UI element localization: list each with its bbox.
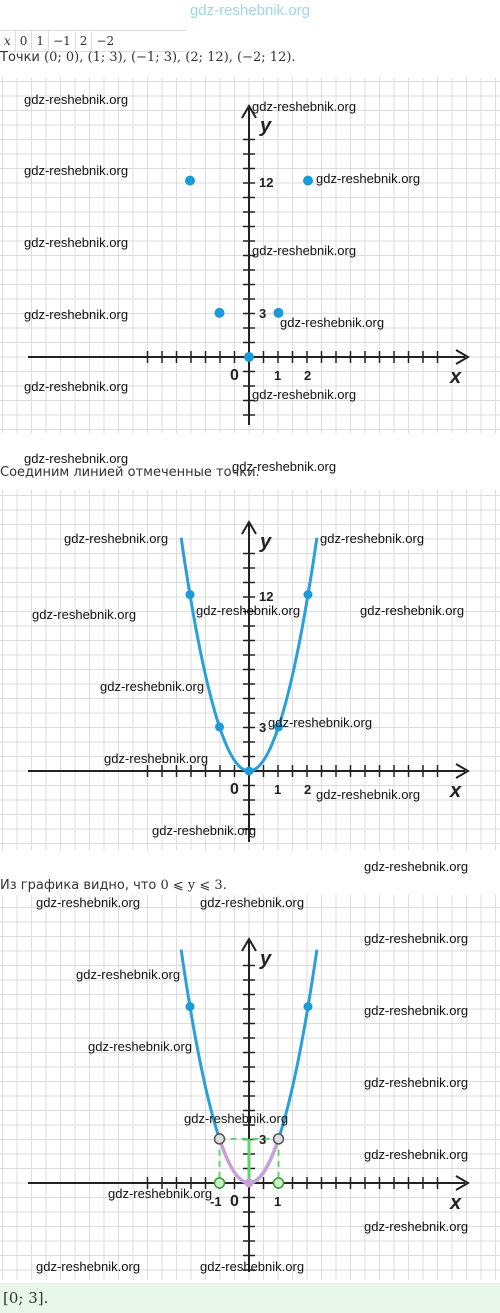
data-point (215, 722, 224, 731)
watermark: gdz-reshebnik.org (108, 1186, 213, 1201)
x-tick-label: 2 (304, 368, 312, 383)
x-axis-label: x (450, 366, 462, 388)
watermark: gdz-reshebnik.org (364, 1003, 469, 1018)
watermark: gdz-reshebnik.org (64, 531, 169, 546)
watermark: gdz-reshebnik.org (360, 603, 465, 618)
table-x-label: x (0, 31, 16, 51)
watermark: gdz-reshebnik.org (36, 1259, 141, 1274)
answer-box: [0; 3]. (0, 1283, 500, 1313)
y-tick-label: 12 (259, 175, 274, 190)
x-tick-label: -1 (210, 1194, 222, 1209)
x-axis-label: x (450, 780, 462, 802)
x-tick-label: 1 (274, 1194, 282, 1209)
conclusion-math: 0 ⩽ y ⩽ 3. (160, 878, 227, 893)
points-prefix: Точки (0, 50, 40, 65)
points-list: (0; 0), (1; 3), (−1; 3), (2; 12), (−2; 12). (44, 50, 296, 65)
data-point (304, 590, 313, 599)
watermark: gdz-reshebnik.org (280, 315, 385, 330)
watermark: gdz-reshebnik.org (364, 859, 469, 874)
table-cell: 1 (32, 31, 49, 51)
origin-label: 0 (230, 1193, 239, 1210)
data-point (304, 1002, 313, 1011)
watermark: gdz-reshebnik.org (316, 171, 421, 186)
table-cell: −1 (49, 31, 76, 51)
origin-label: 0 (230, 367, 239, 384)
watermark: gdz-reshebnik.org (196, 603, 301, 618)
watermark: gdz-reshebnik.org (24, 451, 129, 466)
graph-curve-panel (0, 490, 500, 850)
data-point (245, 767, 254, 776)
origin-label: 0 (230, 781, 239, 798)
data-point (186, 590, 195, 599)
watermark: gdz-reshebnik.org (76, 967, 181, 982)
watermark: gdz-reshebnik.org (88, 1039, 193, 1054)
watermark: gdz-reshebnik.org (364, 1075, 469, 1090)
watermark: gdz-reshebnik.org (364, 1219, 469, 1234)
graph-points-panel (0, 78, 500, 433)
watermark: gdz-reshebnik.org (24, 379, 129, 394)
hollow-point (274, 1178, 284, 1188)
watermark: gdz-reshebnik.org (152, 823, 257, 838)
watermark: gdz-reshebnik.org (252, 243, 357, 258)
y-tick-label: 12 (259, 589, 274, 604)
conclusion-prefix: Из графика видно, что (0, 878, 157, 893)
watermark: gdz-reshebnik.org (232, 459, 337, 474)
vertex-point (245, 1179, 254, 1188)
watermark: gdz-reshebnik.org (24, 235, 129, 250)
y-axis-label: y (260, 115, 272, 137)
graph-interval-panel (0, 895, 500, 1280)
connect-text: Соединим линией отмеченные точки. (0, 465, 260, 480)
points-text (0, 50, 296, 65)
watermark: gdz-reshebnik.org (252, 387, 357, 402)
y-tick-label: 3 (259, 306, 267, 321)
watermark: gdz-reshebnik.org (32, 607, 137, 622)
table-cell: 2 (76, 31, 93, 51)
watermark: gdz-reshebnik.org (100, 679, 205, 694)
watermark: gdz-reshebnik.org (316, 787, 421, 802)
y-axis-label: y (260, 948, 272, 970)
watermark: gdz-reshebnik.org (268, 715, 373, 730)
watermark: gdz-reshebnik.org (364, 1147, 469, 1162)
table-cell: 0 (16, 31, 33, 51)
data-point (186, 1002, 195, 1011)
watermark: gdz-reshebnik.org (200, 1259, 305, 1274)
hollow-point (215, 1134, 225, 1144)
data-point (303, 176, 313, 186)
watermark: gdz-reshebnik.org (364, 931, 469, 946)
x-tick-label: 2 (304, 782, 312, 797)
watermark: gdz-reshebnik.org (36, 895, 141, 910)
y-axis-label: y (260, 531, 272, 553)
watermark: gdz-reshebnik.org (24, 92, 129, 107)
x-tick-label: 1 (274, 368, 282, 383)
watermark: gdz-reshebnik.org (104, 751, 209, 766)
y-tick-label: 3 (259, 1131, 267, 1147)
data-point (215, 308, 225, 318)
data-point (244, 352, 254, 362)
x-tick-label: 1 (274, 782, 282, 797)
conclusion-text (0, 878, 227, 893)
x-axis-label: x (450, 1192, 462, 1214)
data-point (185, 176, 195, 186)
table-cell: −2 (96, 34, 115, 48)
site-header: gdz-reshebnik.org (189, 2, 311, 19)
y-tick-label: 3 (259, 720, 267, 735)
watermark: gdz-reshebnik.org (184, 1111, 289, 1126)
watermark: gdz-reshebnik.org (200, 895, 305, 910)
watermark: gdz-reshebnik.org (24, 163, 129, 178)
watermark: gdz-reshebnik.org (252, 99, 357, 114)
hollow-point (274, 1134, 284, 1144)
hollow-point (215, 1178, 225, 1188)
watermark: gdz-reshebnik.org (24, 307, 129, 322)
values-table (0, 30, 186, 52)
watermark: gdz-reshebnik.org (320, 531, 425, 546)
